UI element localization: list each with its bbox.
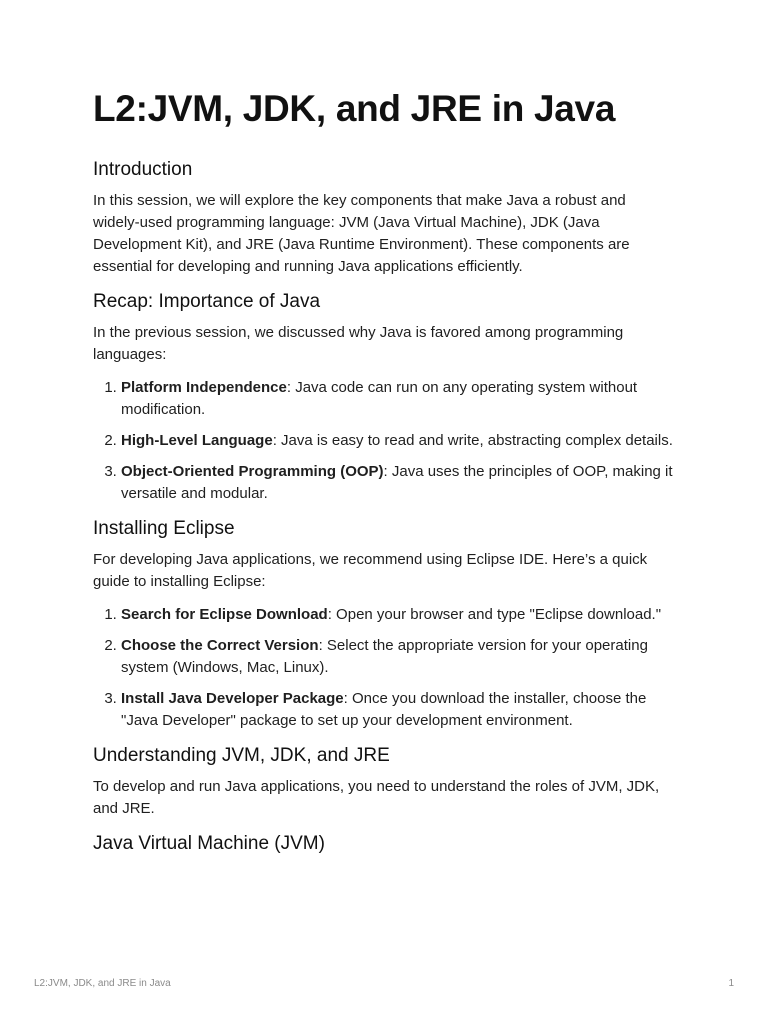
section-jvm — [93, 831, 673, 857]
list-item-text: : Once you download the installer, choose the "Java Developer" package to set up your development environment. — [121, 690, 647, 729]
list-item-text: : Java is easy to read and write, abstracting complex details. — [272, 432, 673, 449]
list-item — [121, 635, 673, 679]
list-item-term: Choose the Correct Version — [121, 637, 319, 654]
section-heading: Introduction — [93, 159, 193, 180]
list-item-text: : Open your browser and type "Eclipse download." — [327, 606, 662, 623]
list-item-text: : Java code can run on any operating system without modification. — [121, 379, 638, 418]
list-item-text: : Java uses the principles of OOP, making it versatile and modular. — [121, 463, 673, 502]
footer-document-title: L2:JVM, JDK, and JRE in Java — [34, 978, 171, 989]
document-page — [93, 86, 673, 864]
numbered-list — [93, 377, 673, 505]
section-heading: Java Virtual Machine (JVM) — [93, 833, 325, 854]
list-item-term: Platform Independence — [121, 379, 287, 396]
list-item-text: : Select the appropriate version for your operating system (Windows, Mac, Linux). — [121, 637, 648, 676]
page-title: L2:JVM, JDK, and JRE in Java — [93, 88, 616, 129]
section-heading: Installing Eclipse — [93, 518, 235, 539]
section-introduction — [93, 157, 673, 278]
paragraph: For developing Java applications, we recommend using Eclipse IDE. Here’s a quick guide to installing Eclipse: — [93, 551, 648, 590]
list-item — [121, 430, 673, 452]
list-item-term: Search for Eclipse Download — [121, 606, 328, 623]
section-heading: Recap: Importance of Java — [93, 291, 321, 312]
section-installing-eclipse — [93, 516, 673, 732]
list-item-term: Install Java Developer Package — [121, 690, 344, 707]
footer-page-number: 1 — [728, 978, 734, 989]
list-item — [121, 461, 673, 505]
list-item-term: High-Level Language — [121, 432, 273, 449]
section-understanding — [93, 743, 673, 820]
paragraph: To develop and run Java applications, you need to understand the roles of JVM, JDK, and JRE. — [93, 778, 660, 817]
paragraph: In this session, we will explore the key components that make Java a robust and widely-used programming language: JVM (Java Virtual Machine), JDK (Java Development Kit), and JRE (Java Runtime Environment). These components are essential for developing and running Java applications efficiently. — [93, 192, 630, 275]
list-item — [121, 688, 673, 732]
list-item-term: Object-Oriented Programming (OOP) — [121, 463, 384, 480]
numbered-list — [93, 604, 673, 732]
section-recap — [93, 289, 673, 505]
list-item — [121, 377, 673, 421]
list-item — [121, 604, 673, 626]
paragraph: In the previous session, we discussed why Java is favored among programming languages: — [93, 324, 624, 363]
section-heading: Understanding JVM, JDK, and JRE — [93, 745, 390, 766]
